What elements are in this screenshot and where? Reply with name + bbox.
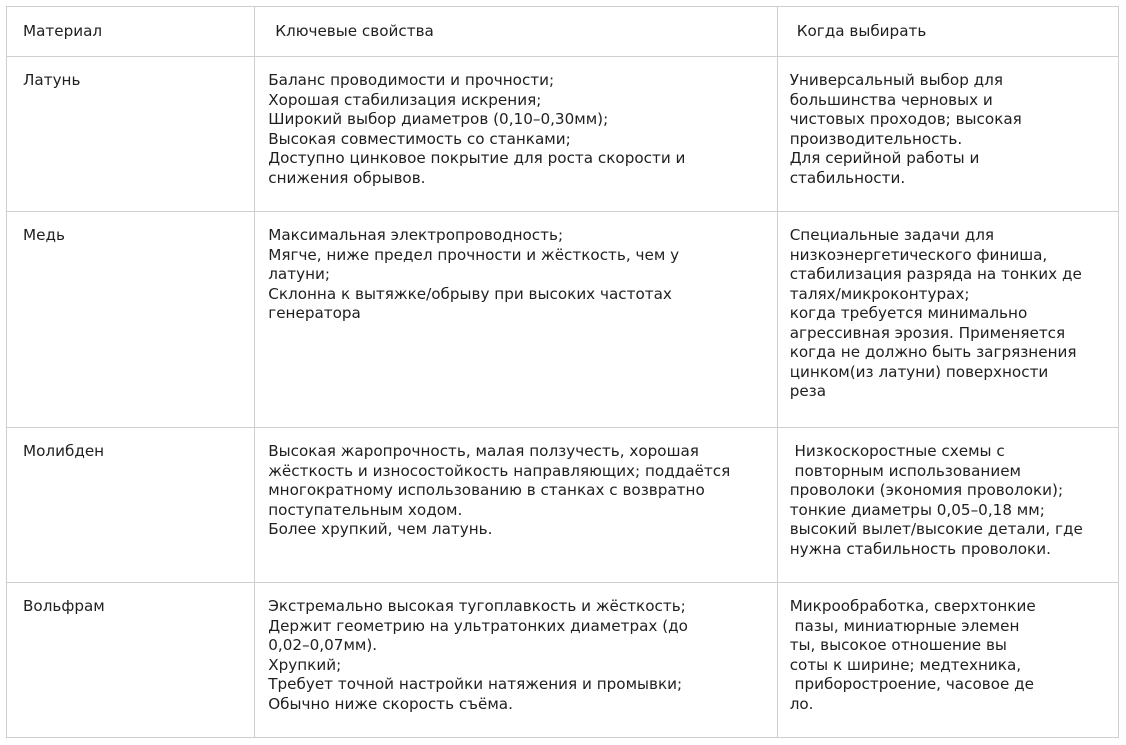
properties-text: Высокая жаропрочность, малая ползучесть, хорошая жёсткость и износостойкость направляющих; поддаётся многократному использованию в станках с возвратно поступательным ходом. Более хрупкий, чем латунь.: [268, 442, 731, 538]
when-text: Микрообработка, сверхтонкие пазы, миниатюрные элемен ты, высокое отношение вы соты к ширине; медтехника, приборостроение, часовое де ло.: [789, 597, 1036, 713]
header-properties-cell: [255, 7, 777, 57]
when-text: Низкоскоростные схемы с повторным использованием проволоки (экономия проволоки); тонкие диаметры 0,05–0,18 мм; высокий вылет/высокие детали, где нужна стабильность проволоки.: [789, 442, 1083, 558]
header-material: Материал: [23, 22, 103, 40]
when-text: Специальные задачи для низкоэнергетического финиша, стабилизация разряда на тонких де талях/микроконтурах; когда требуется минимально агрессивная эрозия. Применяется когда не должно быть загрязнения цинком(из латуни) поверхности реза: [789, 226, 1082, 400]
when-text: Универсальный выбор для большинства черновых и чистовых проходов; высокая производительность. Для серийной работы и стабильности.: [789, 71, 1022, 187]
material-name: Молибден: [23, 442, 105, 460]
material-name: Вольфрам: [23, 597, 105, 615]
header-when: Когда выбирать: [796, 22, 927, 40]
material-name: Медь: [23, 226, 65, 244]
table-row: [7, 212, 1119, 428]
header-material-cell: [7, 7, 255, 57]
table-row: [7, 428, 1119, 583]
properties-text: Максимальная электропроводность; Мягче, ниже предел прочности и жёсткость, чем у латуни; Склонна к вытяжке/обрыву при высоких частотах генератора: [268, 226, 680, 322]
material-name: Латунь: [23, 71, 81, 89]
table-row: [7, 57, 1119, 212]
table-row: [7, 583, 1119, 738]
properties-text: Экстремально высокая тугоплавкость и жёсткость; Держит геометрию на ультратонких диаметрах (до 0,02–0,07мм). Хрупкий; Требует точной настройки натяжения и промывки; Обычно ниже скорость съёма.: [268, 597, 688, 713]
header-row: [7, 7, 1119, 57]
properties-text: Баланс проводимости и прочности; Хорошая стабилизация искрения; Широкий выбор диаметров (0,10–0,30мм); Высокая совместимость со станками; Доступно цинковое покрытие для роста скорости и снижения обрывов.: [268, 71, 686, 187]
header-properties: Ключевые свойства: [275, 22, 434, 40]
materials-table: [6, 6, 1119, 738]
header-when-cell: [777, 7, 1118, 57]
